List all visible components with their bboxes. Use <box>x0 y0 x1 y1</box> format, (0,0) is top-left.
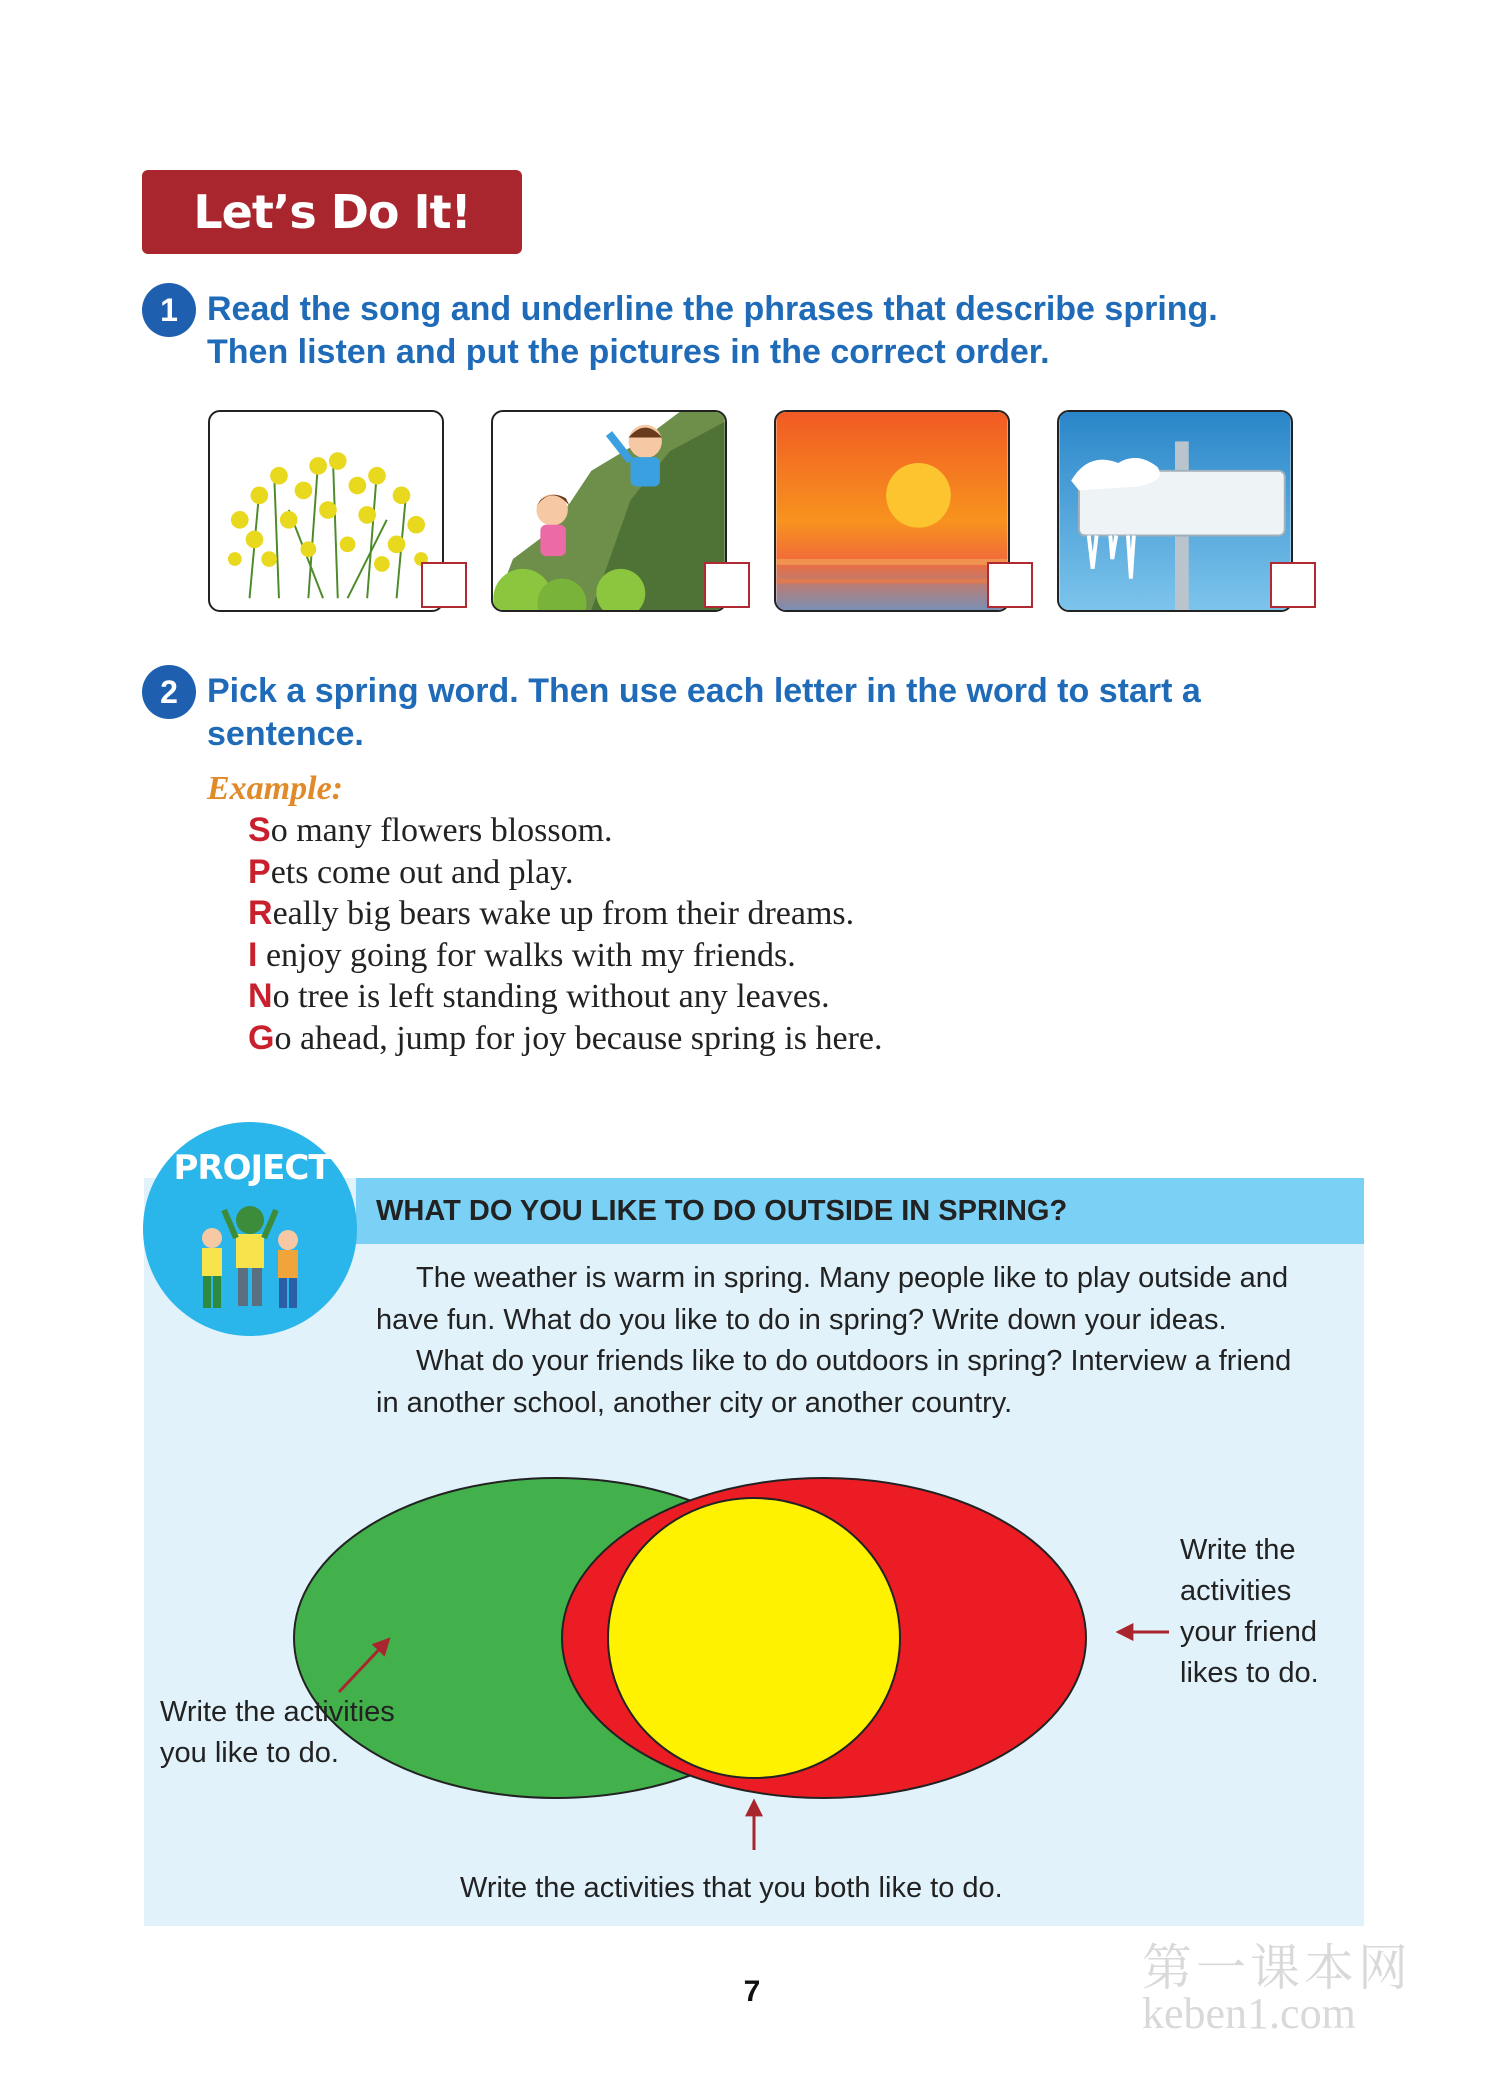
acrostic-line <box>248 976 883 1018</box>
label-line: Write the <box>1180 1534 1296 1566</box>
venn-overlap <box>608 1498 900 1778</box>
task1-instruction-line2: Then listen and put the pictures in the correct order. <box>207 333 1050 371</box>
project-heading: WHAT DO YOU LIKE TO DO OUTSIDE IN SPRING? <box>376 1195 1068 1227</box>
snowy-signpost-picture <box>1057 410 1293 612</box>
acrostic-initial: I <box>248 935 258 974</box>
acrostic-text: eally big bears wake up from their dreams. <box>272 895 855 933</box>
order-box-4[interactable] <box>1270 562 1316 608</box>
order-box-1[interactable] <box>421 562 467 608</box>
task1-instruction <box>207 288 1218 374</box>
acrostic-line <box>248 935 883 977</box>
label-line: likes to do. <box>1180 1657 1319 1689</box>
acrostic-text: o ahead, jump for joy because spring is here. <box>274 1019 883 1057</box>
venn-left-label <box>160 1692 395 1774</box>
task-number-badge: 2 <box>142 665 196 719</box>
sunset-sun-icon <box>776 412 1008 610</box>
section-banner: Let’s Do It! <box>142 170 522 254</box>
label-line: you like to do. <box>160 1737 339 1769</box>
acrostic-initial: S <box>248 811 271 849</box>
acrostic-text: o many flowers blossom. <box>270 812 613 849</box>
example-label: Example: <box>207 770 343 807</box>
label-line: your friend <box>1180 1616 1318 1648</box>
acrostic-line <box>248 810 883 852</box>
acrostic-initial: N <box>248 977 273 1016</box>
watermark-url: keben1.com <box>1142 1989 1356 2038</box>
children-climbing-mountain-icon <box>493 412 725 610</box>
paragraph-line: in another school, another city or another country. <box>376 1386 1013 1419</box>
sunset-picture <box>774 410 1010 612</box>
paragraph-line: The weather is warm in spring. Many people like to play outside and <box>416 1262 1289 1294</box>
acrostic-text: o tree is left standing without any leaves. <box>272 978 830 1016</box>
acrostic-line <box>248 1018 883 1060</box>
page-number: 7 <box>743 1975 761 2008</box>
yellow-flowers-picture <box>208 410 444 612</box>
label-line: Write the activities <box>160 1696 395 1728</box>
acrostic-line <box>248 893 883 935</box>
task-number-badge: 1 <box>142 283 196 337</box>
snowy-signpost-icon <box>1059 412 1291 610</box>
order-box-2[interactable] <box>704 562 750 608</box>
label-line: activities <box>1180 1575 1292 1607</box>
venn-right-label <box>1180 1530 1319 1694</box>
yellow-flowers-icon <box>210 412 442 610</box>
order-box-3[interactable] <box>987 562 1033 608</box>
acrostic-initial: P <box>248 852 271 891</box>
acrostic-initial: G <box>248 1018 275 1057</box>
task2-instruction-line2: sentence. <box>207 715 364 753</box>
paragraph-line: have fun. What do you like to do in spring? Write down your ideas. <box>376 1303 1227 1336</box>
paragraph-line: What do your friends like to do outdoors in spring? Interview a friend <box>416 1345 1292 1377</box>
acrostic-text: ets come out and play. <box>270 853 574 891</box>
acrostic-text: enjoy going for walks with my friends. <box>257 936 796 974</box>
project-paragraph-2 <box>376 1341 1346 1424</box>
children-group-icon <box>190 1188 310 1313</box>
acrostic-line <box>248 852 883 894</box>
project-paragraph-1 <box>376 1258 1346 1341</box>
task2-instruction-line1: Pick a spring word. Then use each letter in the word to start a <box>207 672 1201 710</box>
task2-instruction <box>207 670 1201 756</box>
acrostic-example <box>248 810 883 1060</box>
watermark-title: 第一课本网 <box>1142 1940 1412 1996</box>
venn-bottom-label: Write the activities that you both like to do. <box>460 1872 1003 1904</box>
acrostic-initial: R <box>248 894 273 933</box>
task1-instruction-line1: Read the song and underline the phrases that describe spring. <box>207 290 1218 328</box>
children-climbing-picture <box>491 410 727 612</box>
project-badge-label: PROJECT <box>173 1148 331 1188</box>
